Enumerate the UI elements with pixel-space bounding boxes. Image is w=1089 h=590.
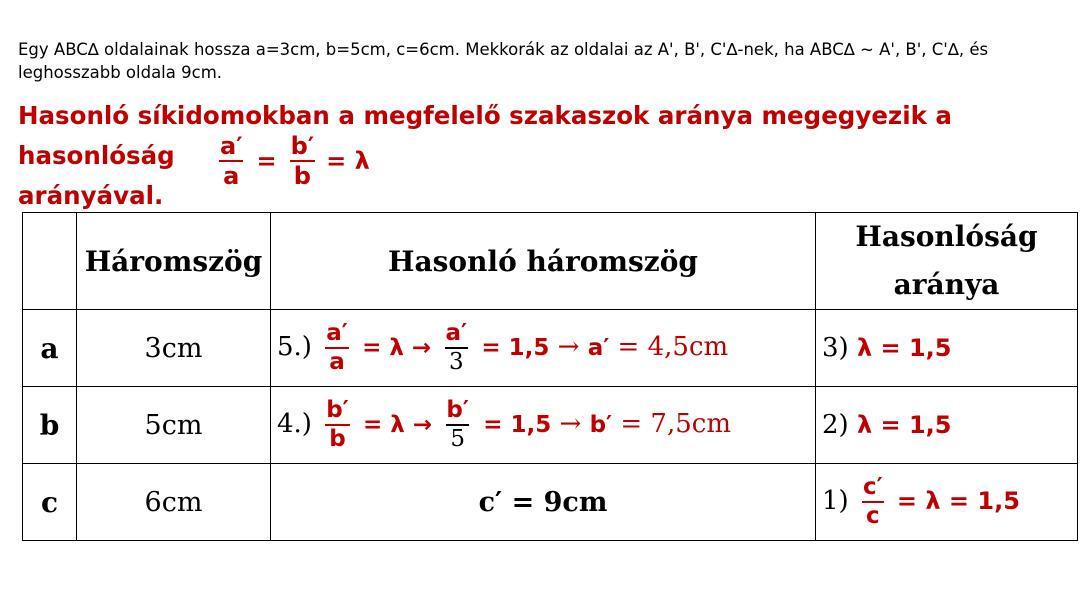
step-number: 4.) [277, 409, 312, 439]
given-longest-side: c′ = 9cm [271, 464, 816, 541]
arrow: → [559, 409, 582, 439]
fraction-numerator: a′ [445, 320, 468, 346]
row-label: c [23, 464, 77, 541]
fraction-denominator: b [325, 424, 349, 451]
rule-line-1: Hasonló síkidomokban a megfelelő szakaszok aránya megegyezik a hasonlóság [18, 101, 952, 170]
result-symbol: a′ [587, 335, 610, 361]
header-empty [23, 213, 77, 310]
formula-fraction-a [216, 134, 247, 188]
fraction-numerator: b′ [446, 397, 469, 423]
header-triangle: Háromszög [77, 213, 271, 310]
problem-statement: Egy ABC∆ oldalainak hossza a=3cm, b=5cm, c=6cm. Mekkorák az oldalai az A', B', C'∆-nek, ha ABC∆ ~ A', B', C'∆, és leghosszabb oldala 9cm. [18, 40, 989, 82]
arrow: → [557, 332, 580, 362]
similarity-ratio-cell [816, 387, 1078, 464]
fraction-numerator: b′ [290, 132, 315, 160]
ratio-step: 3) [822, 333, 849, 363]
side-length: 5cm [77, 387, 271, 464]
fraction-c-prime-over-c [859, 476, 887, 528]
fraction-prime-over-value [441, 322, 471, 374]
ratio-value: = 1,5 [481, 335, 550, 361]
row-label: a [23, 310, 77, 387]
ratio-value: = 1,5 [483, 412, 552, 438]
step-number: 5.) [277, 332, 312, 362]
fraction-denominator: b [290, 160, 315, 188]
fraction-denominator: 3 [445, 347, 468, 374]
side-length: 6cm [77, 464, 271, 541]
fraction-denominator: a [325, 347, 349, 374]
ratio-formula [214, 134, 370, 188]
side-length: 3cm [77, 310, 271, 387]
calculation [271, 310, 816, 387]
result-symbol: b′ [589, 412, 613, 438]
similarity-ratio-cell [816, 464, 1078, 541]
calculation [271, 387, 816, 464]
fraction-prime-over-value [442, 399, 473, 451]
equals-lambda: = λ → [363, 412, 433, 438]
equals-sign: = [256, 147, 277, 175]
table-row [23, 310, 1078, 387]
similarity-table [22, 212, 1078, 541]
result-value: = 7,5cm [620, 409, 731, 439]
fraction-numerator: a′ [220, 132, 243, 160]
ratio-text: = λ = 1,5 [896, 487, 1020, 515]
fraction-denominator: a [219, 160, 243, 188]
fraction-prime-over-side [322, 322, 352, 374]
ratio-text: λ = 1,5 [856, 411, 952, 439]
equals-lambda: = λ → [362, 335, 432, 361]
rule-line-2: arányával. [18, 181, 164, 210]
similarity-ratio-cell [816, 310, 1078, 387]
formula-fraction-b [287, 134, 319, 188]
header-ratio-line-1: Hasonlóság [855, 220, 1038, 253]
fraction-numerator: c′ [862, 474, 883, 500]
fraction-denominator: c [862, 501, 884, 528]
fraction-numerator: a′ [326, 320, 348, 346]
result-value: = 4,5cm [617, 332, 729, 362]
table-header-row [23, 213, 1078, 310]
fraction-numerator: b′ [326, 397, 349, 423]
header-similarity-ratio [816, 213, 1078, 310]
fraction-denominator: 5 [446, 424, 469, 451]
ratio-step: 2) [822, 410, 849, 440]
lambda-equals: = λ [326, 147, 370, 175]
table-row [23, 464, 1078, 541]
row-label: b [23, 387, 77, 464]
table-row [23, 387, 1078, 464]
ratio-text: λ = 1,5 [856, 334, 952, 362]
ratio-step: 1) [822, 486, 849, 516]
similarity-rule [18, 96, 1078, 216]
fraction-prime-over-side [322, 399, 353, 451]
header-ratio-line-2: aránya [893, 268, 1000, 301]
header-similar-triangle: Hasonló háromszög [271, 213, 816, 310]
